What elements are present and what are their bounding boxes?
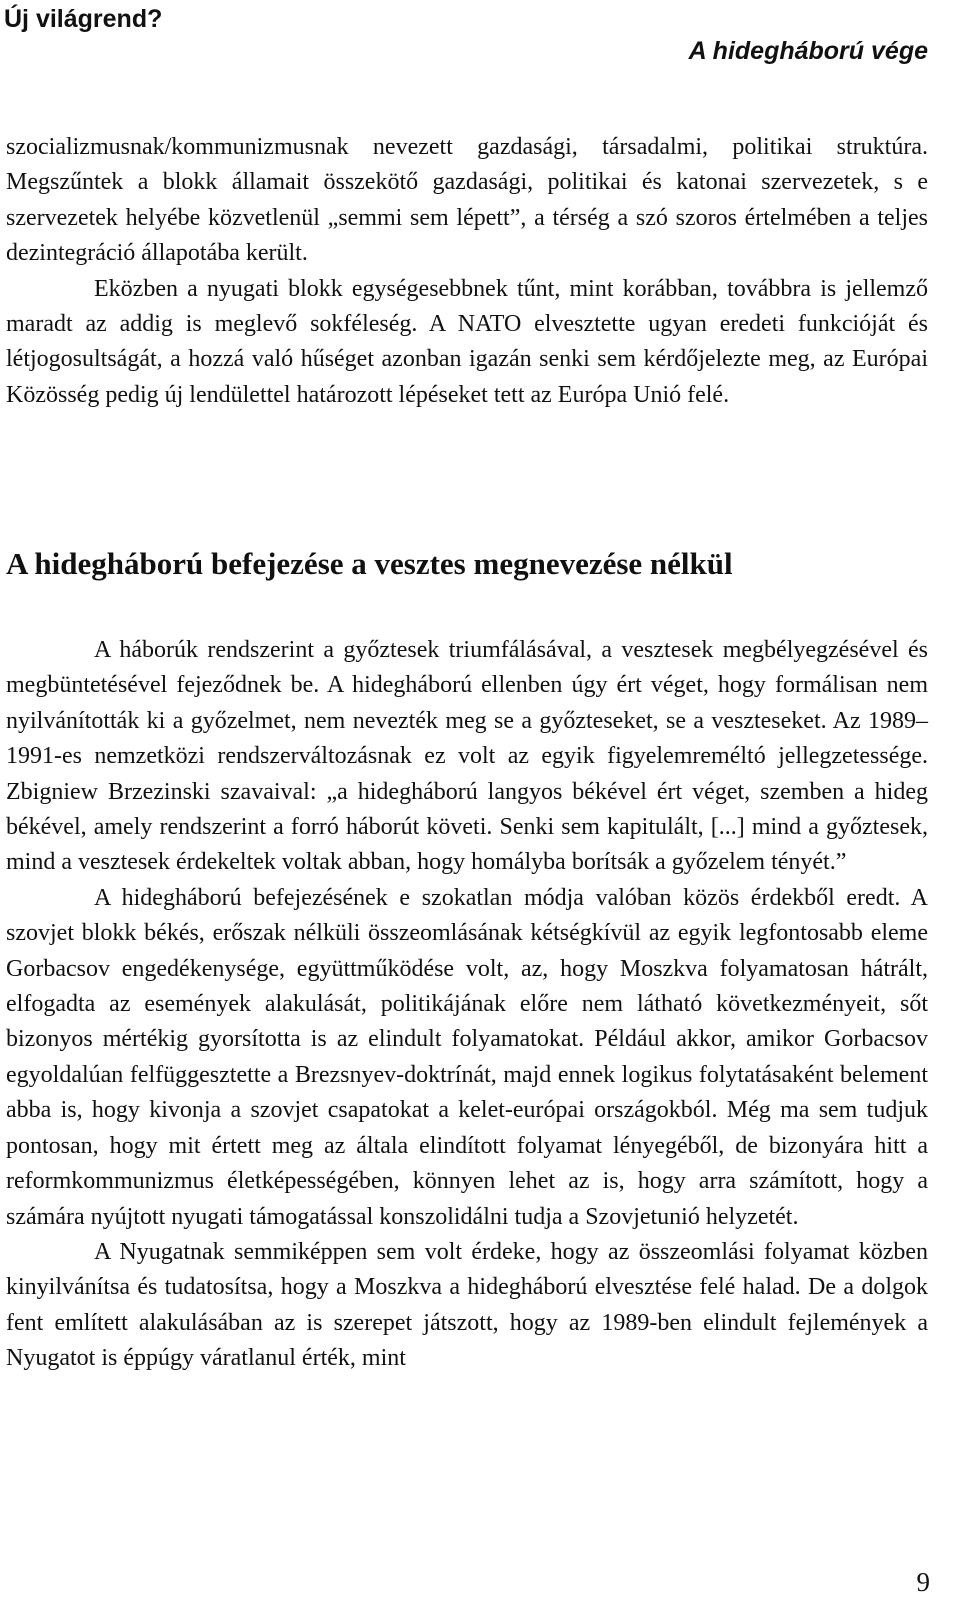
paragraph: A Nyugatnak semmiképpen sem volt érdeke, hogy az összeomlási folyamat közben kinyilvánítsa és tudatosítsa, hogy a Moszkva a hidegháború elvesztése felé halad. De a dolgok fent említett alakulásában az is szerepet játszott, hogy az 1989-ben elindult fejlemények a Nyugatot is éppúgy váratlanul érték, mint xyxy=(6,1238,928,1372)
paragraph: A háborúk rendszerint a győztesek triumfálásával, a vesztesek megbélyegzésével és megbüntetésével fejeződnek be. A hidegháború ellenben úgy ért véget, hogy formálisan nem nyilvánították ki a győzelmet, nem nevezték meg se a győzteseket, se a veszteseket. Az 1989–1991-es nemzetközi rendszerváltozásnak ez volt az egyik figyelemreméltó jellegzetessége. Zbigniew Brzezinski szavaival: „a hidegháború langyos békével ért véget, szemben a hideg békével, amely rendszerint a forró háborút követi. Senki sem kapitulált, [...] mind a győztesek, mind a vesztesek érdekeltek voltak abban, hogy homályba borítsák a győzelem tényét.” xyxy=(6,637,928,876)
section-heading: A hidegháború befejezése a vesztes megnevezése nélkül xyxy=(6,546,733,581)
running-header-section: A hidegháború vége xyxy=(688,37,928,65)
paragraph: Eközben a nyugati blokk egységesebbnek tűnt, mint korábban, továbbra is jellemző maradt az addig is meglevő sokféleség. A NATO elvesztette ugyan eredeti funkcióját és létjogosultságát, a hozzá való hűséget azonban igazán senki sem kérdőjelezte meg, az Európai Közösség pedig új lendülettel határozott lépéseket tett az Európa Unió felé. xyxy=(6,275,928,408)
running-header-chapter: Új világrend? xyxy=(4,5,163,33)
body-text-before-heading xyxy=(6,130,928,413)
page-number: 9 xyxy=(916,1567,930,1597)
paragraph: A hidegháború befejezésének e szokatlan módja valóban közös érdekből eredt. A szovjet blokk békés, erőszak nélküli összeomlásának kétségkívül az egyik legfontosabb eleme Gorbacsov engedékenysége, együttműködése volt, az, hogy Moszkva folyamatosan hátrált, elfogadta az események alakulását, politikájának előre nem látható következményeit, sőt bizonyos mértékig gyorsította is az elindult folyamatokat. Például akkor, amikor Gorbacsov egyoldalúan felfüggesztette a Brezsnyev-doktrínát, majd ennek logikus folytatásaként belement abba is, hogy kivonja a szovjet csapatokat a kelet-európai országokból. Még ma sem tudjuk pontosan, hogy mit értett meg az általa elindított folyamat lényegéből, de bizonyára hitt a reformkommunizmus életképességében, könnyen lehet az is, hogy arra számított, hogy a számára nyújtott nyugati támogatással konszolidálni tudja a Szovjetunió helyzetét. xyxy=(6,884,928,1230)
paragraph: szocializmusnak/kommunizmusnak nevezett gazdasági, társadalmi, politikai struktúra. Megszűntek a blokk államait összekötő gazdasági, politikai és katonai szervezetek, s e szervezetek helyébe közvetlenül „semmi sem lépett”, a térség a szó szoros értelmében a teljes dezintegráció állapotába került. xyxy=(6,134,928,267)
body-text-after-heading xyxy=(6,633,928,1377)
